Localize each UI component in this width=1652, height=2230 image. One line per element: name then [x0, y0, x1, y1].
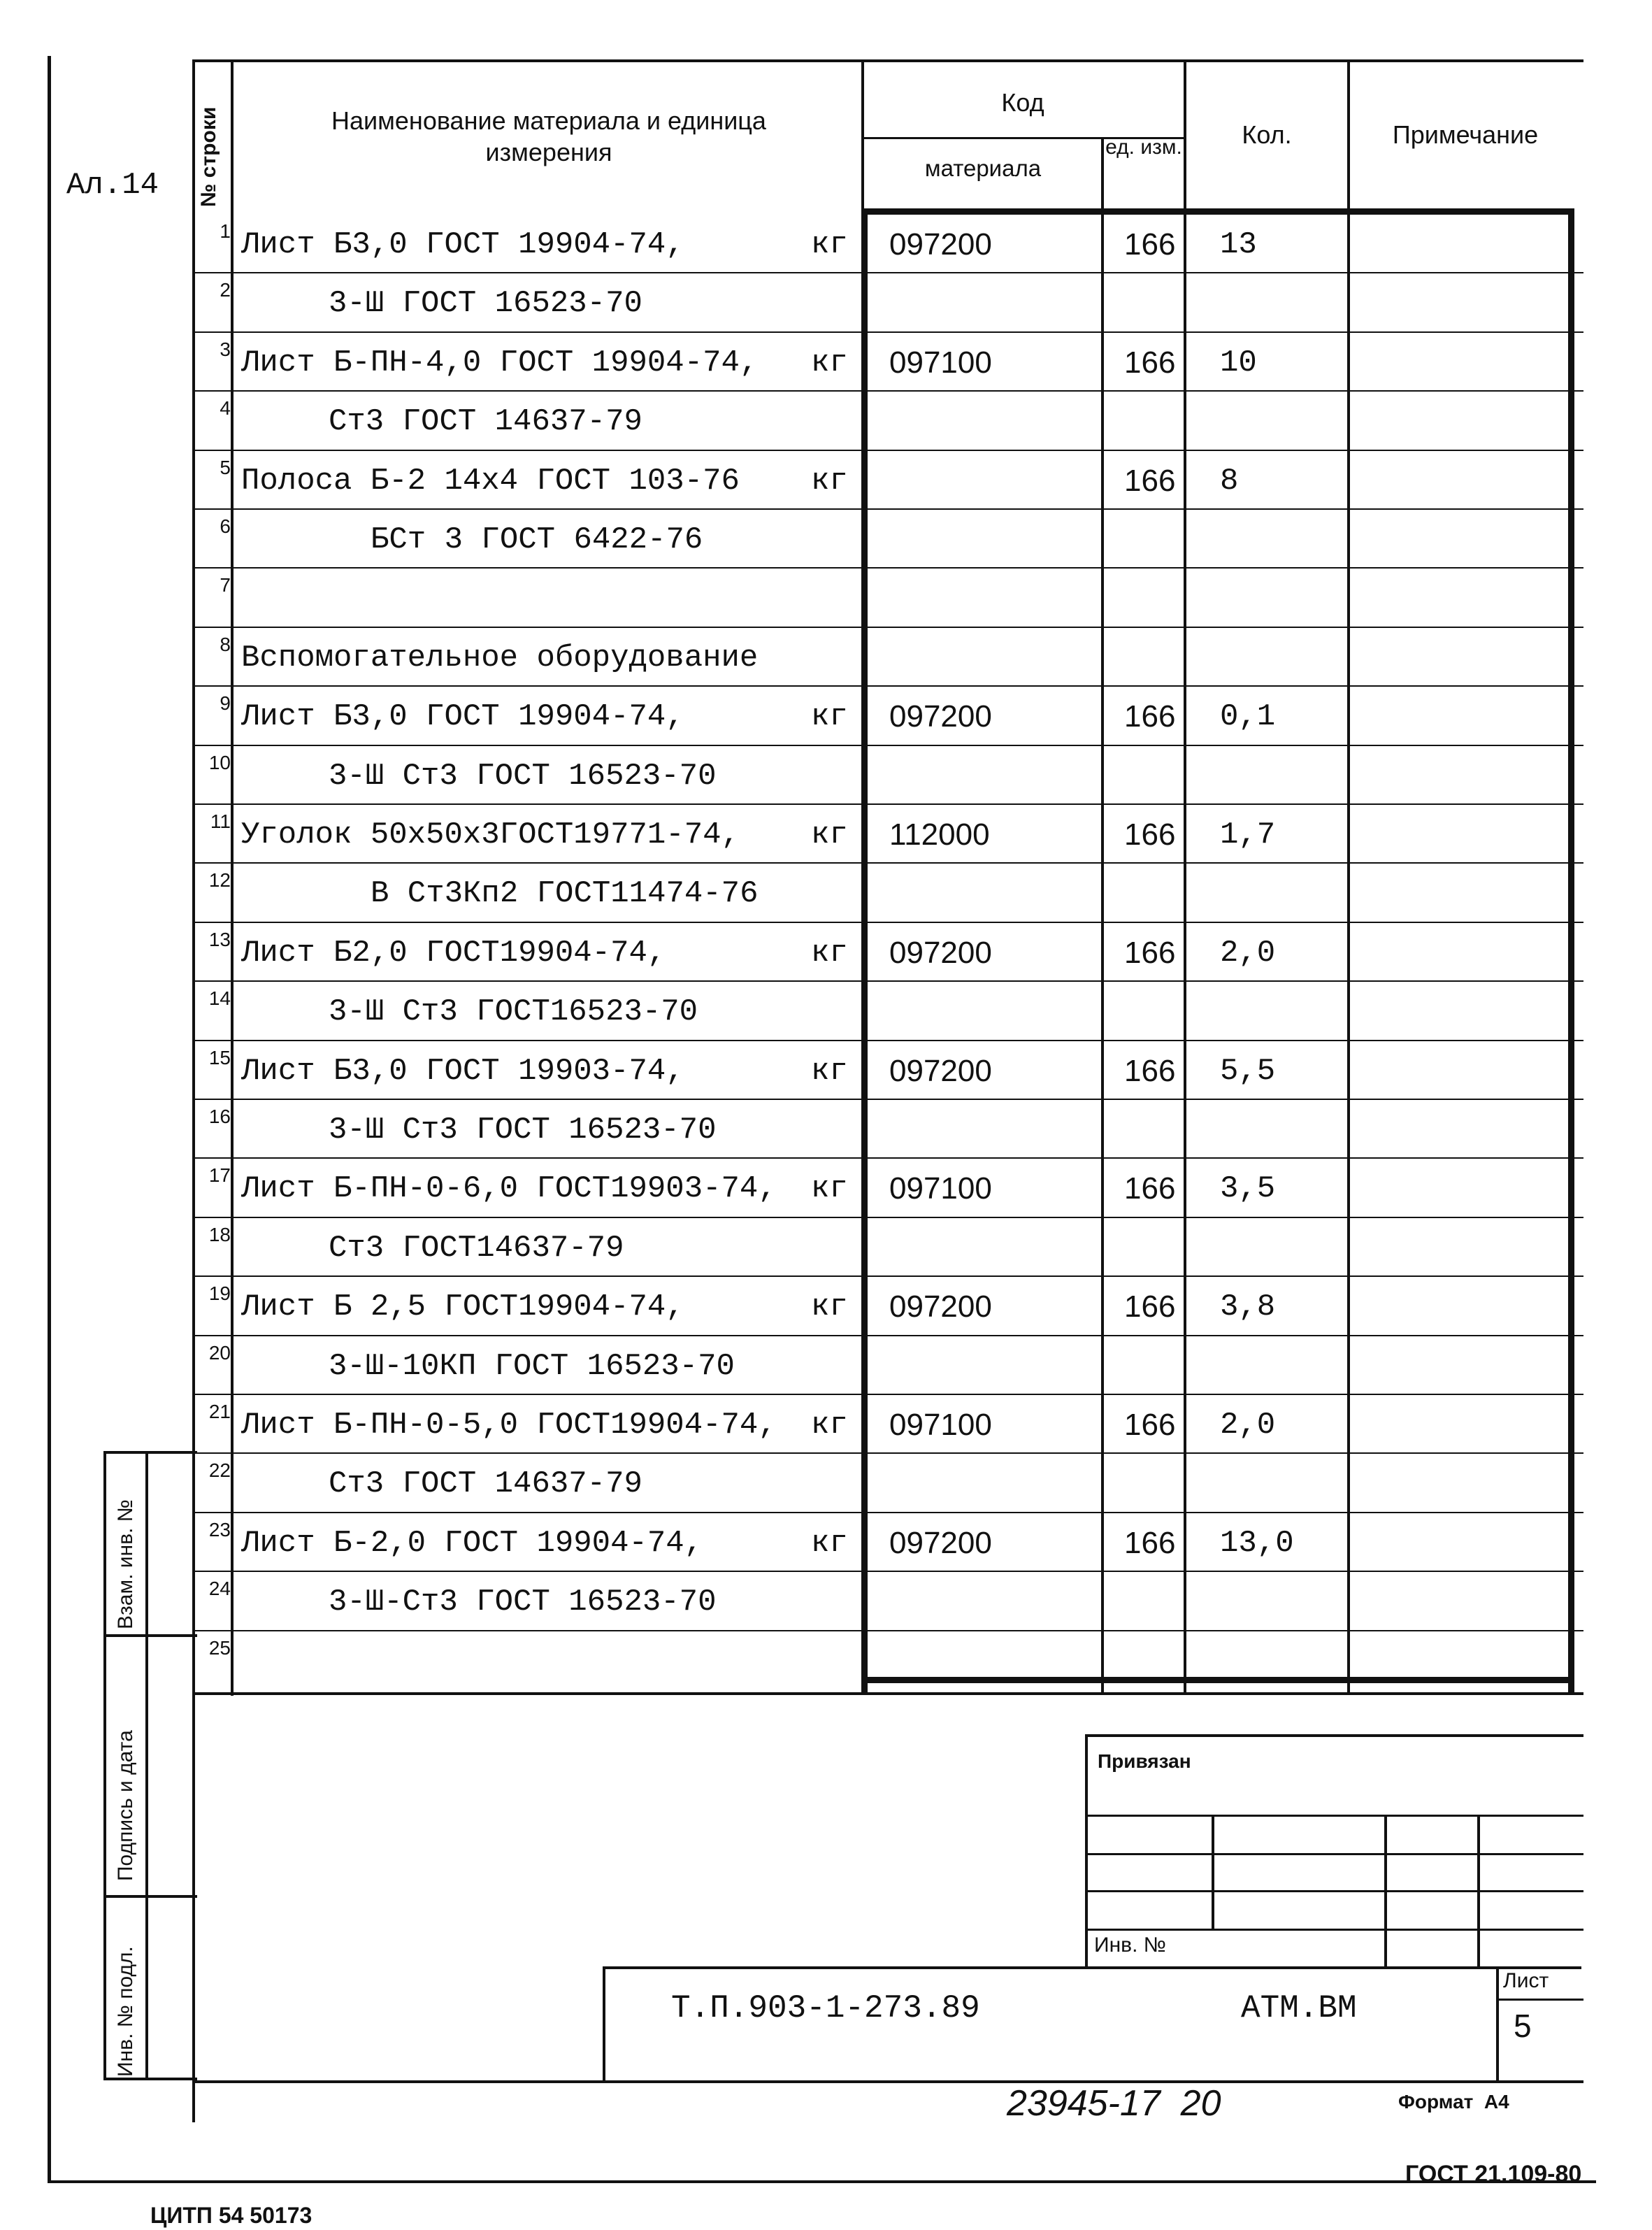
row-number: 16 — [208, 1106, 231, 1127]
row-divider — [192, 508, 1583, 510]
row-number: 21 — [208, 1401, 231, 1422]
row-number: 1 — [220, 220, 231, 242]
row-divider — [192, 745, 1583, 746]
footer-handwritten: 23945-17 20 — [1007, 2083, 1221, 2124]
material-name: Лист Б3,0 ГОСТ 19904-74, — [241, 699, 684, 735]
material-name: 3-Ш Ст3 ГОСТ 16523-70 — [329, 1113, 717, 1148]
material-code: 097200 — [889, 1053, 992, 1088]
footer-format: Формат А4 — [1398, 2091, 1509, 2113]
row-divider — [192, 331, 1583, 333]
quantity: 8 — [1220, 463, 1239, 499]
row-divider — [192, 1217, 1583, 1218]
row-number: 4 — [220, 397, 231, 420]
material-name: Лист Б2,0 ГОСТ19904-74, — [241, 935, 666, 971]
row-number: 8 — [220, 633, 231, 655]
quantity: 2,0 — [1220, 1408, 1276, 1443]
material-name: В Ст3Кп2 ГОСТ11474-76 — [371, 876, 759, 912]
material-name: Вспомогательное оборудование — [241, 640, 759, 676]
quantity: 2,0 — [1220, 935, 1276, 971]
quantity: 13 — [1220, 227, 1257, 262]
row-number: 20 — [208, 1341, 231, 1364]
side-vzam-label: Взам. инв. № — [114, 1499, 137, 1629]
material-name: БСт 3 ГОСТ 6422-76 — [371, 522, 703, 557]
row-divider — [192, 272, 1583, 273]
row-divider — [192, 390, 1583, 392]
header-code: Код — [1001, 88, 1044, 117]
material-code: 097200 — [889, 227, 992, 262]
row-divider — [192, 1630, 1583, 1631]
stamp-inv-no: Инв. № — [1094, 1934, 1166, 1957]
material-code: 097200 — [889, 1289, 992, 1324]
header-material: материала — [924, 155, 1042, 181]
quantity: 10 — [1220, 345, 1257, 380]
material-code: 112000 — [889, 817, 990, 852]
unit-code: 166 — [1124, 935, 1176, 970]
unit-label: кг — [811, 935, 848, 971]
material-name: 3-Ш Ст3 ГОСТ 16523-70 — [329, 758, 717, 794]
row-divider — [192, 685, 1583, 687]
quantity: 3,8 — [1220, 1289, 1276, 1325]
material-name: Лист Б-ПН-0-6,0 ГОСТ19903-74, — [241, 1171, 777, 1207]
material-name: Лист Б 2,5 ГОСТ19904-74, — [241, 1289, 684, 1325]
material-name: Лист Б-ПН-4,0 ГОСТ 19904-74, — [241, 345, 759, 380]
row-divider — [192, 1512, 1583, 1513]
row-divider — [192, 627, 1583, 628]
row-divider — [192, 1157, 1583, 1159]
quantity: 1,7 — [1220, 817, 1276, 852]
row-number: 13 — [208, 928, 231, 950]
unit-code: 166 — [1124, 1171, 1176, 1206]
stamp-doc-mark: АТМ.ВМ — [1241, 1990, 1357, 2027]
unit-code: 166 — [1124, 1525, 1176, 1560]
unit-label: кг — [811, 1289, 848, 1325]
row-divider — [192, 862, 1583, 864]
row-number: 22 — [208, 1459, 231, 1482]
unit-label: кг — [811, 345, 848, 380]
quantity: 13,0 — [1220, 1525, 1294, 1561]
row-number: 2 — [220, 279, 231, 301]
header-qty: Кол. — [1242, 120, 1292, 149]
unit-label: кг — [811, 463, 848, 499]
side-inv-podl-label: Инв. № подл. — [114, 1946, 137, 2077]
row-number: 11 — [210, 810, 231, 832]
material-name: 3-Ш-Ст3 ГОСТ 16523-70 — [329, 1585, 717, 1620]
material-name: Лист Б-2,0 ГОСТ 19904-74, — [241, 1525, 703, 1561]
unit-code: 166 — [1124, 345, 1176, 380]
row-number: 6 — [220, 515, 231, 537]
unit-code: 166 — [1124, 463, 1176, 498]
footer-citp: ЦИТП 54 50173 — [150, 2203, 313, 2228]
row-number: 14 — [208, 987, 231, 1010]
unit-label: кг — [811, 1171, 848, 1207]
stamp-sheet-label: Лист — [1503, 1969, 1549, 1992]
row-divider — [192, 803, 1583, 805]
material-name: Лист Б-ПН-0-5,0 ГОСТ19904-74, — [241, 1408, 777, 1443]
quantity: 5,5 — [1220, 1053, 1276, 1089]
material-name: 3-Ш ГОСТ 16523-70 — [329, 286, 642, 322]
row-divider — [192, 980, 1583, 982]
row-number: 17 — [208, 1164, 231, 1187]
material-name: Полоса Б-2 14х4 ГОСТ 103-76 — [241, 463, 740, 499]
row-divider — [192, 1275, 1583, 1277]
header-name: Наименование материала и единица измерения — [331, 106, 766, 166]
row-number: 15 — [208, 1046, 231, 1068]
row-divider — [192, 1452, 1583, 1454]
row-number: 23 — [208, 1518, 231, 1541]
row-number: 24 — [208, 1578, 231, 1600]
material-name: Ст3 ГОСТ 14637-79 — [329, 1466, 642, 1502]
row-number: 18 — [208, 1223, 231, 1245]
row-divider — [192, 1099, 1583, 1100]
stamp-sheet-no: 5 — [1514, 2008, 1532, 2044]
unit-label: кг — [811, 1525, 848, 1561]
row-number: 3 — [220, 338, 231, 360]
row-number: 12 — [208, 869, 231, 892]
material-name: Ст3 ГОСТ14637-79 — [329, 1230, 624, 1266]
row-divider — [192, 1040, 1583, 1041]
unit-code: 166 — [1124, 1408, 1176, 1442]
unit-label: кг — [811, 1408, 848, 1443]
material-name: 3-Ш-10КП ГОСТ 16523-70 — [329, 1348, 735, 1384]
row-number: 10 — [208, 751, 231, 773]
row-divider — [192, 1335, 1583, 1336]
material-code: 097200 — [889, 935, 992, 970]
row-divider — [192, 922, 1583, 923]
header-note: Примечание — [1392, 120, 1539, 149]
material-code: 097100 — [889, 1408, 992, 1442]
sheet-side-label: Ал.14 — [66, 168, 159, 203]
header-row-no: № строки — [197, 106, 220, 207]
material-code: 097200 — [889, 699, 992, 734]
row-number: 19 — [208, 1282, 231, 1305]
row-number: 9 — [220, 692, 231, 715]
material-code: 097100 — [889, 1171, 992, 1206]
unit-code: 166 — [1124, 699, 1176, 734]
material-name: Лист Б3,0 ГОСТ 19904-74, — [241, 227, 684, 262]
stamp-doc-code: Т.П.903-1-273.89 — [671, 1990, 980, 2027]
unit-code: 166 — [1124, 1053, 1176, 1088]
unit-label: кг — [811, 699, 848, 735]
unit-code: 166 — [1124, 817, 1176, 852]
footer-gost: ГОСТ 21.109-80 — [1405, 2161, 1582, 2187]
material-code: 097200 — [889, 1525, 992, 1560]
row-number: 5 — [220, 456, 231, 478]
row-divider — [192, 450, 1583, 451]
stamp-privyazan: Привязан — [1098, 1750, 1191, 1772]
row-number: 7 — [220, 574, 231, 596]
material-name: Уголок 50х50х3ГОСТ19771-74, — [241, 817, 740, 852]
material-name: Ст3 ГОСТ 14637-79 — [329, 404, 642, 440]
material-name: 3-Ш Ст3 ГОСТ16523-70 — [329, 994, 698, 1030]
unit-label: кг — [811, 227, 848, 262]
quantity: 3,5 — [1220, 1171, 1276, 1207]
header-unit: ед. изм. — [1105, 136, 1182, 159]
side-podpis-label: Подпись и дата — [114, 1730, 137, 1881]
quantity: 0,1 — [1220, 699, 1276, 735]
material-name: Лист Б3,0 ГОСТ 19903-74, — [241, 1053, 684, 1089]
unit-label: кг — [811, 1053, 848, 1089]
row-divider — [192, 1571, 1583, 1572]
row-number: 25 — [208, 1636, 231, 1659]
row-divider — [192, 567, 1583, 569]
unit-label: кг — [811, 817, 848, 852]
unit-code: 166 — [1124, 227, 1176, 262]
row-divider — [192, 1394, 1583, 1395]
material-code: 097100 — [889, 345, 992, 380]
unit-code: 166 — [1124, 1289, 1176, 1324]
